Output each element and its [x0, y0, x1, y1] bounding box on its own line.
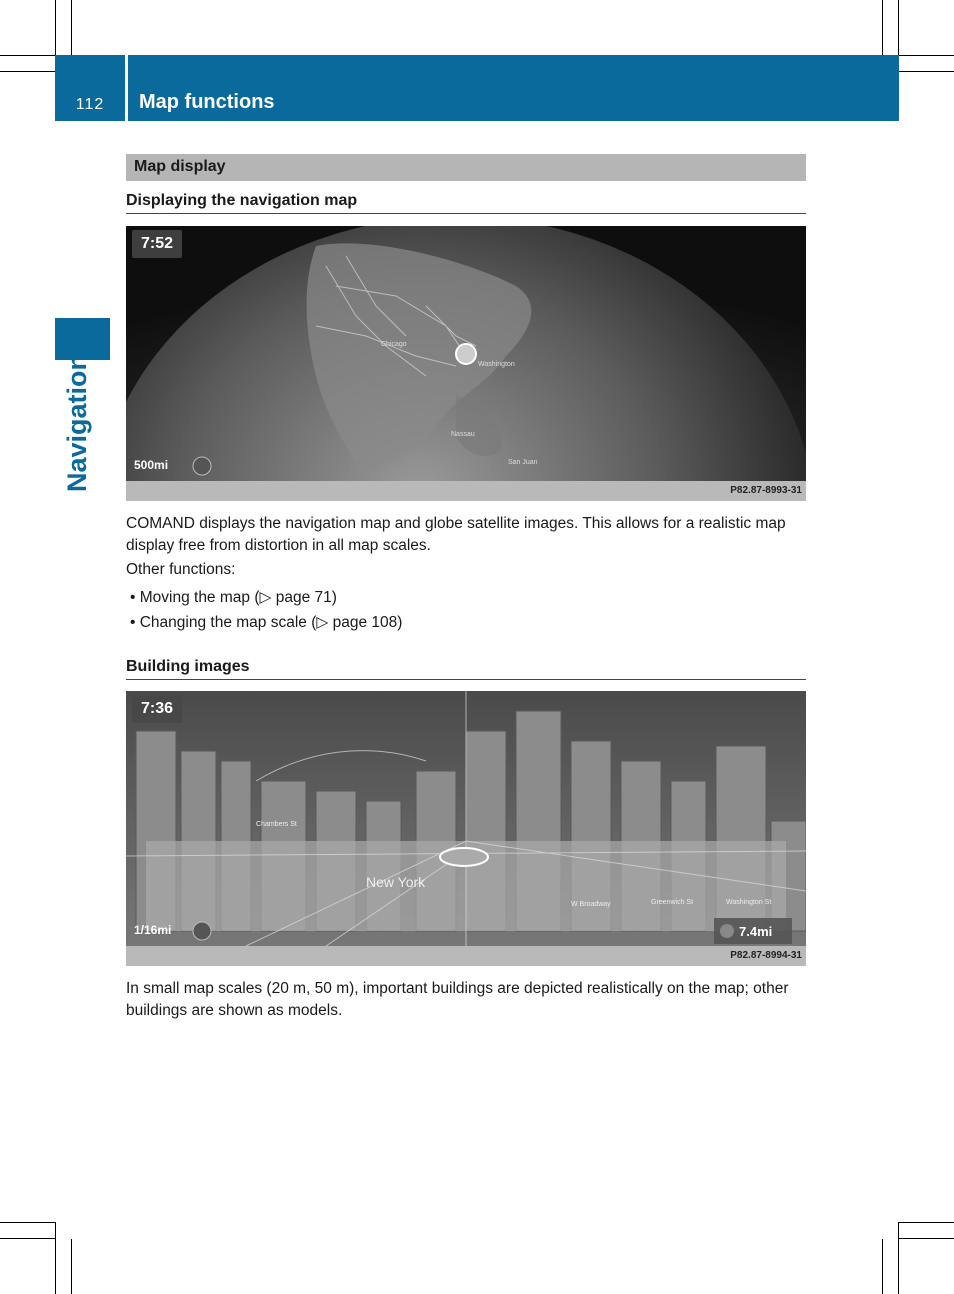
- cross-reference[interactable]: Changing the map scale (▷ page 108): [139, 614, 403, 631]
- side-tab-label: Navigation: [62, 353, 92, 492]
- bullet-item: • Changing the map scale (▷ page 108): [130, 614, 403, 631]
- crop-mark: [882, 1239, 883, 1294]
- crop-mark: [899, 55, 954, 56]
- figure-code: P82.87-8994-31: [730, 950, 802, 961]
- street-label: Greenwich St: [651, 899, 694, 906]
- page-number: 112: [75, 96, 105, 113]
- page-header: [55, 55, 899, 121]
- globe-map-image: [126, 226, 806, 481]
- crop-mark: [898, 1222, 899, 1294]
- section-title: Map display: [134, 158, 226, 175]
- crop-mark: [55, 0, 56, 55]
- destination-icon: [720, 924, 734, 938]
- crop-mark: [0, 1222, 55, 1223]
- crop-mark: [0, 55, 55, 56]
- city-label: New York: [366, 874, 426, 890]
- compass-icon: [193, 922, 211, 940]
- street-label: W Broadway: [571, 901, 611, 908]
- body-paragraph: COMAND displays the navigation map and globe satellite images. This allows for a realistic map display free from distortion in all map scales.: [126, 515, 786, 554]
- clock-display: 7:36: [132, 695, 182, 723]
- subsection-heading: Building images: [126, 658, 806, 680]
- subsection-heading: Displaying the navigation map: [126, 192, 806, 214]
- body-paragraph: Other functions:: [126, 561, 236, 578]
- crop-mark: [0, 71, 55, 72]
- cross-reference[interactable]: Moving the map (▷ page 71): [139, 589, 337, 606]
- crop-mark: [899, 1222, 954, 1223]
- clock-display: 7:52: [132, 230, 182, 258]
- crop-mark: [55, 1222, 56, 1294]
- figure-caption-bar: [126, 946, 806, 966]
- map-label: San Juan: [508, 459, 538, 466]
- street-label: Chambers St: [256, 821, 297, 828]
- crop-mark: [899, 1238, 954, 1239]
- crop-mark: [898, 0, 899, 55]
- crop-mark: [899, 71, 954, 72]
- map-label: Nassau: [451, 431, 475, 438]
- crop-mark: [882, 0, 883, 55]
- crop-mark: [71, 0, 72, 55]
- bullet-item: • Moving the map (▷ page 71): [130, 589, 337, 606]
- section-heading: [126, 154, 806, 181]
- street-label: Washington St: [726, 899, 772, 906]
- map-scale: 500mi: [134, 458, 169, 472]
- building-map-figure: [126, 691, 806, 966]
- compass-icon: [193, 457, 211, 475]
- globe-map-figure: [126, 226, 806, 501]
- body-paragraph: In small map scales (20 m, 50 m), important buildings are depicted realistically on the map; other buildings are shown as models.: [126, 980, 789, 1019]
- map-label: Washington: [478, 361, 515, 368]
- crop-mark: [71, 1239, 72, 1294]
- vehicle-position-icon: [440, 848, 488, 866]
- distance-readout: 7.4mi: [739, 924, 773, 939]
- figure-code: P82.87-8993-31: [730, 485, 802, 496]
- map-label: Chicago: [381, 341, 407, 348]
- building-map-image: [126, 691, 806, 946]
- figure-caption-bar: [126, 481, 806, 501]
- header-divider: [125, 55, 128, 121]
- crop-mark: [0, 1238, 55, 1239]
- chapter-title: Map functions: [139, 91, 275, 113]
- map-scale: 1/16mi: [134, 923, 172, 937]
